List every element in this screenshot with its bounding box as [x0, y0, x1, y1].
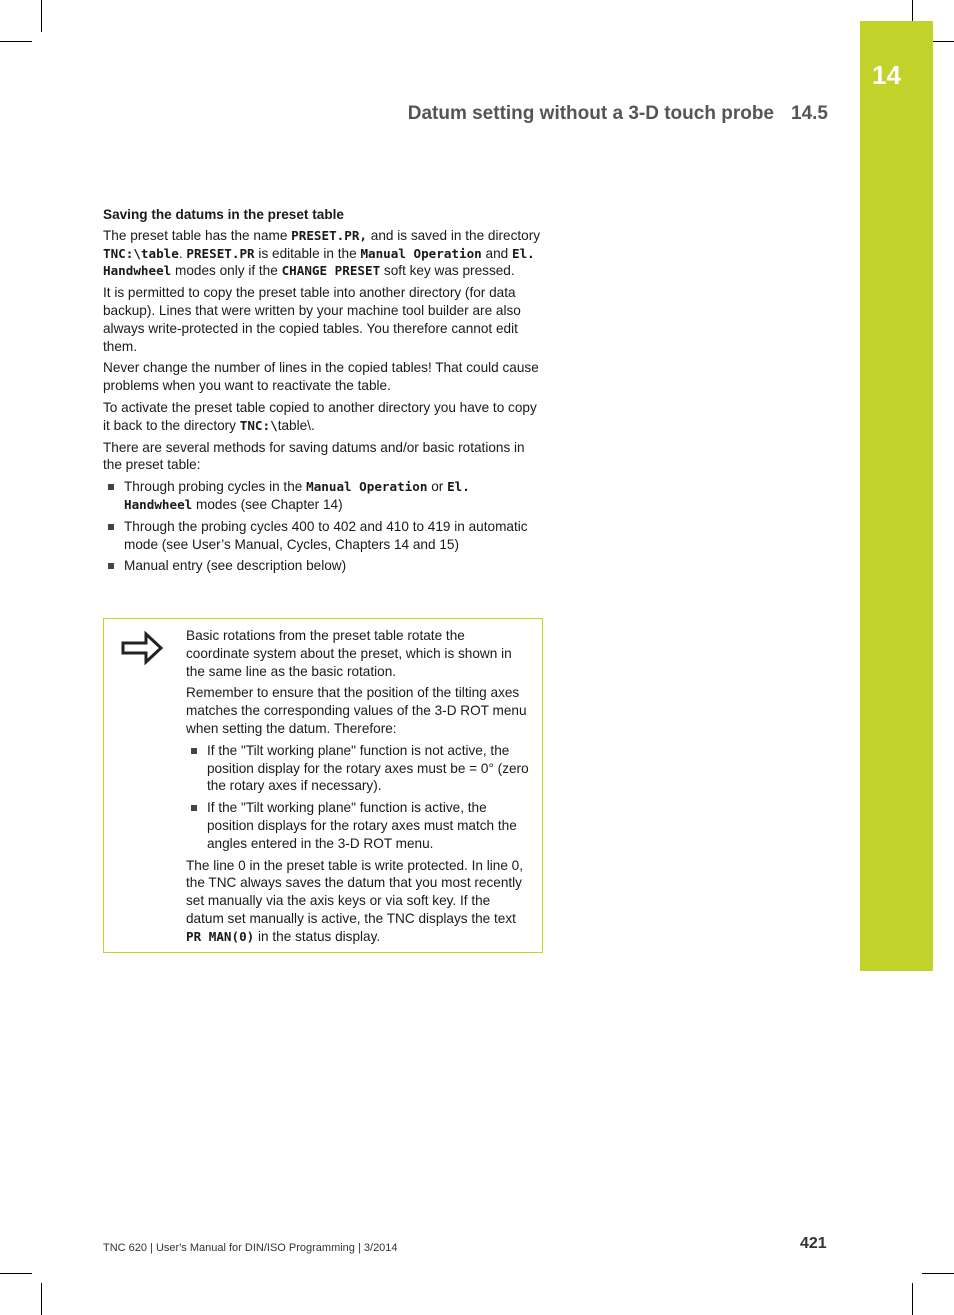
- page-title: Datum setting without a 3-D touch probe: [407, 103, 774, 124]
- footer-text: TNC 620 | User's Manual for DIN/ISO Programming | 3/2014: [103, 1242, 398, 1254]
- section-heading: Saving the datums in the preset table: [103, 207, 344, 222]
- code-text: PRESET.PR: [186, 245, 255, 261]
- code-text: PR MAN(0): [186, 928, 255, 944]
- note-paragraph: [186, 857, 531, 946]
- code-text: TNC:\table: [103, 245, 179, 261]
- text: soft key was pressed.: [380, 263, 515, 279]
- bullet-list: [103, 478, 543, 575]
- page-number: 421: [800, 1235, 827, 1252]
- list-item: [103, 478, 543, 514]
- code-text: Manual Operation: [360, 245, 482, 261]
- chapter-number: 14: [872, 60, 901, 90]
- text: To activate the preset table copied to another directory you have to copy it back to the directory: [103, 399, 537, 433]
- note-bullet-list: [186, 742, 531, 853]
- crop-mark: [0, 41, 32, 42]
- note-body: [186, 627, 531, 950]
- text: in the status display.: [254, 928, 381, 944]
- text: and is saved in the directory: [367, 227, 541, 243]
- code-text: PRESET.PR,: [291, 227, 367, 243]
- text: modes (see Chapter 14): [192, 496, 343, 512]
- crop-mark: [41, 1283, 42, 1315]
- crop-mark: [41, 0, 42, 32]
- list-item: Through the probing cycles 400 to 402 and 410 to 419 in automatic mode (see User’s Manual, Cycles, Chapters 14 and 15): [103, 518, 543, 554]
- text: and: [481, 245, 512, 261]
- paragraph: It is permitted to copy the preset table into another directory (for data backup). Lines that were written by your machine tool builder are also always write-protected in the copied tables. You therefore cannot edit them.: [103, 285, 521, 354]
- code-text: El. Handwheel: [103, 245, 535, 279]
- text: is editable in the: [254, 245, 361, 261]
- text: The preset table has the name: [103, 227, 292, 243]
- text: modes only if the: [171, 263, 282, 279]
- list-item: If the "Tilt working plane" function is not active, the position display for the rotary axes must be = 0° (zero the rotary axes if necessary).: [186, 742, 531, 795]
- crop-mark: [0, 1273, 32, 1274]
- note-paragraph: Remember to ensure that the position of the tilting axes matches the corresponding values of the 3-D ROT menu when setting the datum. Therefore:: [186, 685, 527, 736]
- text: .: [178, 245, 187, 261]
- note-box: [103, 618, 543, 953]
- section-number: 14.5: [791, 103, 828, 124]
- paragraph: [103, 227, 543, 280]
- text: table\.: [277, 417, 315, 433]
- chapter-tab: [860, 21, 933, 971]
- paragraph: Never change the number of lines in the copied tables! That could cause problems when you want to reactivate the table.: [103, 360, 539, 394]
- code-text: Manual Operation: [306, 479, 428, 495]
- paragraph: [103, 399, 543, 435]
- list-item: If the "Tilt working plane" function is active, the position displays for the rotary axes must match the angles entered in the 3-D ROT menu.: [186, 799, 531, 852]
- paragraph: There are several methods for saving datums and/or basic rotations in the preset table:: [103, 439, 525, 473]
- crop-mark: [922, 1273, 954, 1274]
- code-text: TNC:\: [239, 417, 278, 433]
- arrow-right-icon: [120, 631, 164, 665]
- text: Through probing cycles in the: [124, 479, 307, 495]
- list-item: Manual entry (see description below): [103, 557, 543, 575]
- text: or: [427, 479, 448, 495]
- code-text: El. Handwheel: [124, 479, 470, 512]
- code-text: CHANGE PRESET: [281, 263, 381, 279]
- note-paragraph: Basic rotations from the preset table rotate the coordinate system about the preset, which is shown in the same line as the basic rotation.: [186, 628, 512, 679]
- main-content: [103, 206, 543, 579]
- crop-mark: [912, 1283, 913, 1315]
- text: The line 0 in the preset table is write protected. In line 0, the TNC always saves the datum that you most recently set manually via the axis keys or via soft key. If the datum set manually is active, the TNC displays the text: [186, 857, 524, 926]
